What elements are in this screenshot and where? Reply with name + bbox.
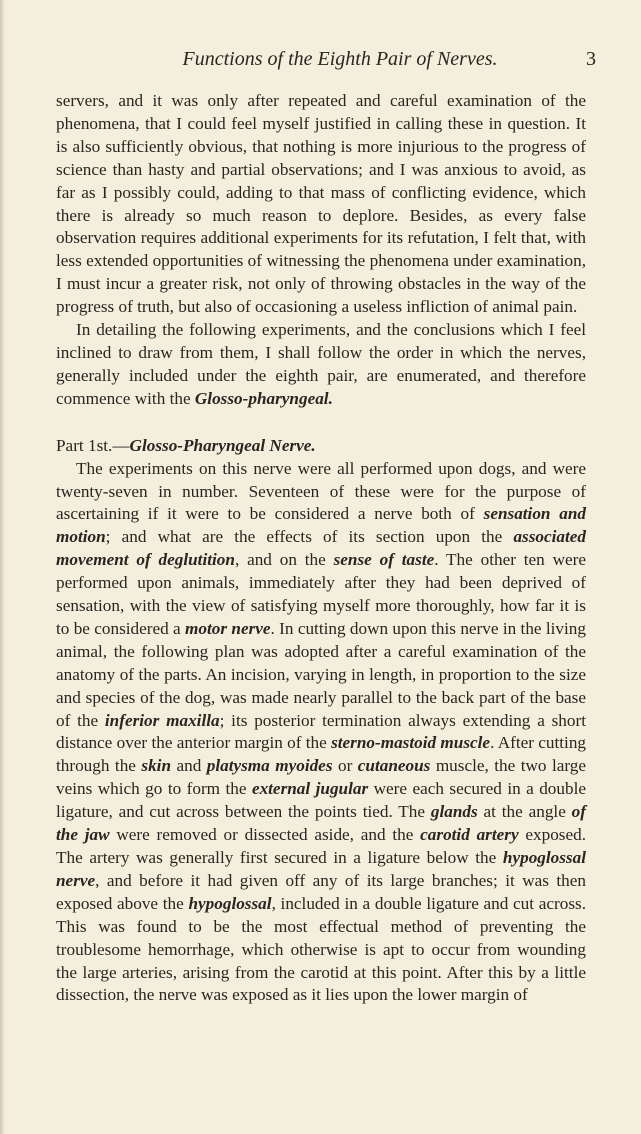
emphasis: hypoglossal xyxy=(188,893,272,913)
section-heading-part: Part 1st.— xyxy=(56,435,130,455)
text-run: or xyxy=(332,756,358,776)
paragraph-2-emphasis: Glosso-pharyngeal. xyxy=(194,388,333,408)
text-run: were removed or dissected aside, and the xyxy=(109,825,421,845)
page-edge-shadow xyxy=(0,0,5,1134)
emphasis: sterno-mastoid muscle xyxy=(331,733,491,753)
text-run: muscle, the two large veins which go to form the xyxy=(56,756,586,799)
emphasis: glands xyxy=(430,802,478,822)
emphasis: skin xyxy=(141,756,172,776)
text-run: ; its posterior termination always extending a short distance over the anterior margin of the xyxy=(56,710,586,753)
emphasis: motor nerve xyxy=(185,618,271,638)
paragraph-1: servers, and it was only after repeated and careful examination of the phenomena, that I could feel myself justified in calling these in question. It is also sufficiently obvious, that nothing is more injurious to the progress of science than hasty and partial observations; and I was anxious to avoid, as far as I possibly could, adding to that mass of conflicting evidence, which there is already so much reason to deplore. Besides, as every false observation requires additional experiments for its refutation, I felt that, with less extended opportunities of witnessing the phenomena under examination, I must incur a greater risk, not only of throwing obstacles in the way of the progress of truth, but also of occasioning a useless infliction of animal pain. xyxy=(56,91,586,317)
text-run: The experiments on this nerve were all performed upon dogs, and were twenty-seven in number. Seventeen of these were for the purpose of ascertaining if it were to be considered a nerve both of xyxy=(56,458,586,524)
section-gap xyxy=(56,411,586,435)
running-header: Functions of the Eighth Pair of Nerves. xyxy=(182,48,498,70)
section-heading xyxy=(56,435,586,458)
text-run: . The other ten were performed upon animals, immediately after they had been deprived of sensation, with the view of satisfying myself more thoroughly, how far it is to be considered a xyxy=(56,550,586,638)
text-run: , included in a double ligature and cut across. This was found to be the most effectual method of preventing the troublesome hemorrhage, which otherwise is apt to occur from wounding the large arteries, arising from the carotid at this point. After this by a little dissection, the nerve was exposed as it lies upon the lower margin of xyxy=(56,893,586,1005)
emphasis: hypoglossal nerve xyxy=(56,848,586,890)
text-run: , and before it had given off any of its large branches; it was then exposed above the xyxy=(56,870,586,913)
emphasis: of the jaw xyxy=(56,802,586,845)
text-run: ; and what are the effects of its section upon the xyxy=(105,527,514,547)
emphasis: sense of taste xyxy=(333,550,435,570)
body-text xyxy=(56,90,586,1007)
paragraph-3 xyxy=(56,458,586,1008)
text-run: , and on the xyxy=(234,550,334,570)
paragraph-2-text: In detailing the following experiments, and the conclusions which I feel inclined to draw from them, I shall follow the order in which the nerves, generally included under the eighth pair, are enumerated, and therefore commence with the xyxy=(56,320,586,408)
text-run: . After cutting through the xyxy=(56,733,587,776)
emphasis: platysma myoides xyxy=(206,756,333,776)
text-run: . In cutting down upon this nerve in the living animal, the following plan was adopted after a careful examination of the anatomy of the parts. An incision, varying in length, in proportion to the size and species of the dog, was made nearly parallel to the back part of the base of the xyxy=(56,618,586,730)
text-run: and xyxy=(171,756,207,776)
emphasis: inferior maxilla xyxy=(104,710,220,730)
emphasis: sensation and motion xyxy=(56,504,587,547)
text-run: were each secured in a double ligature, and cut across between the points tied. The xyxy=(56,779,586,822)
emphasis: carotid artery xyxy=(420,825,519,845)
emphasis: external jugular xyxy=(251,779,369,799)
page-number: 3 xyxy=(586,48,596,70)
paragraph-2 xyxy=(56,319,586,411)
text-run: exposed. The artery was generally first secured in a ligature below the xyxy=(56,825,587,867)
text-run: at the angle xyxy=(477,802,572,822)
emphasis: associated movement of deglutition xyxy=(56,527,586,570)
section-heading-title: Glosso-Pharyngeal Nerve. xyxy=(129,435,316,455)
emphasis: cutaneous xyxy=(357,756,431,776)
